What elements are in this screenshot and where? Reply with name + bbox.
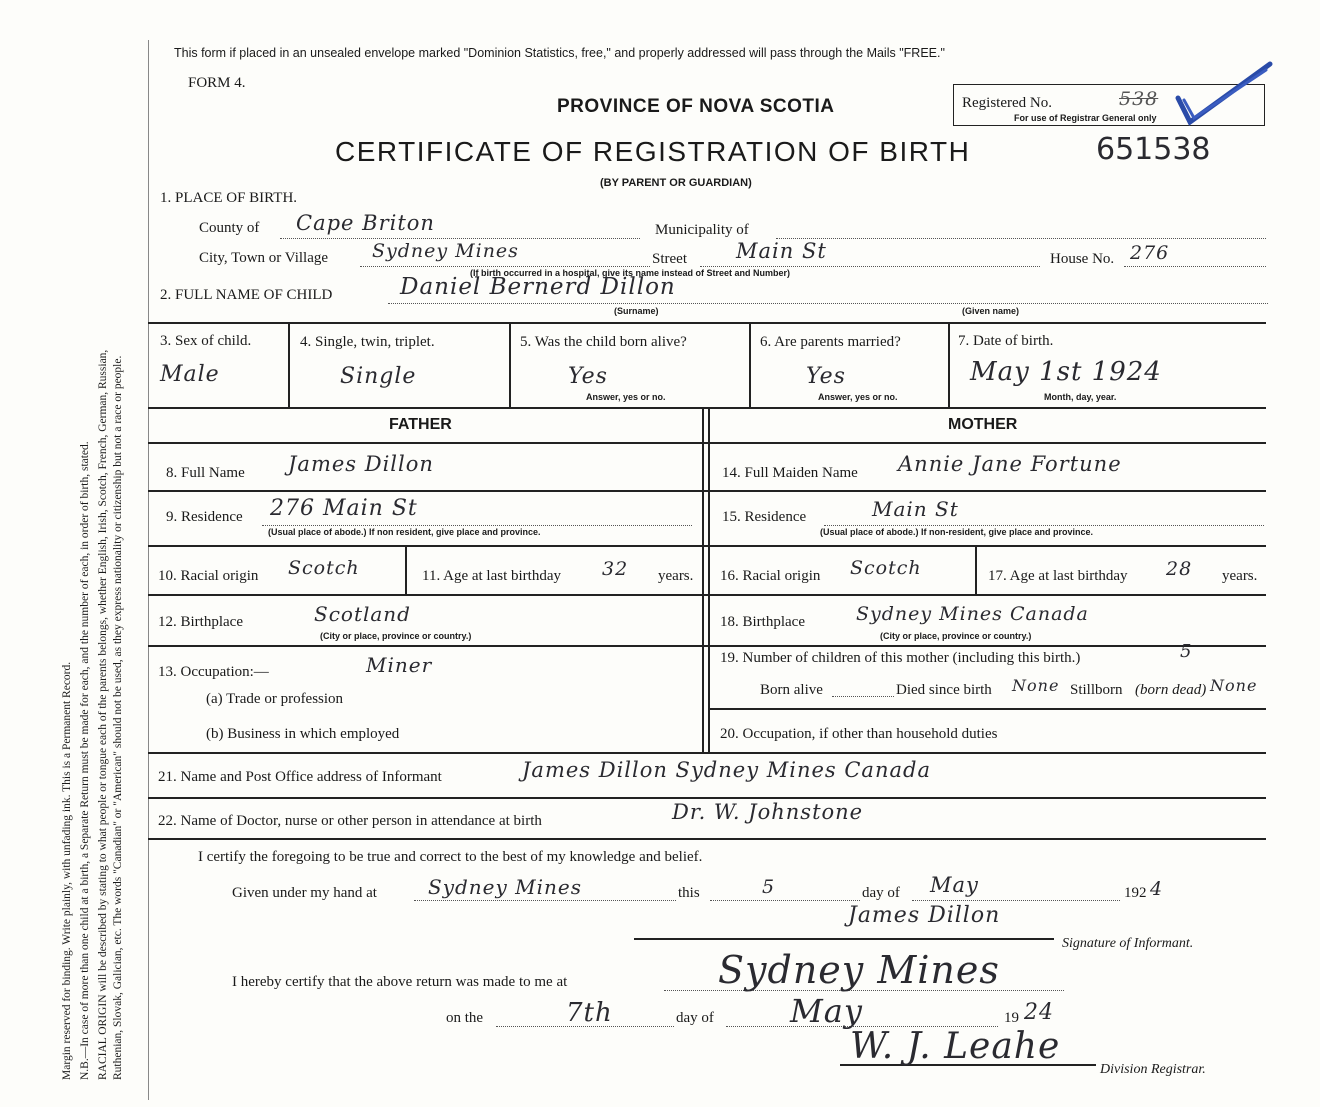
row-rule-9 (148, 545, 1266, 547)
informant-signature-label: Signature of Informant. (1062, 936, 1194, 951)
registrar-statement: I hereby certify that the above return was made to me at (232, 974, 568, 990)
given-place-value: Sydney Mines (428, 875, 583, 899)
row-rule-3 (148, 407, 1266, 409)
col-divider-4 (948, 322, 950, 407)
mother-children-label: 19. Number of children of this mother (including this birth.) (720, 650, 1081, 666)
registered-value: 538 (1119, 88, 1159, 110)
father-residence-value: 276 Main St (270, 496, 418, 521)
registrar-year-suffix: 24 (1024, 1000, 1054, 1025)
father-heading: FATHER (389, 416, 452, 433)
child-name-label: 2. FULL NAME OF CHILD (160, 287, 333, 303)
died-value: None (1012, 676, 1060, 695)
mother-name-value: Annie Jane Fortune (898, 452, 1122, 476)
col-divider-3 (749, 322, 751, 407)
year-prefix: 192 (1124, 885, 1147, 901)
margin-line-3: RACIAL ORIGIN will be described by stating to what people or tongue each of the parents belongs, whether English, Irish, Scotch, French, German, Russian, (97, 349, 109, 1080)
row-rule-end (148, 838, 1266, 840)
row-rule-12 (148, 645, 1266, 647)
father-residence-label: 9. Residence (166, 509, 243, 525)
day-value: 5 (762, 876, 776, 898)
mother-residence-value: Main St (872, 497, 959, 521)
given-name-note: (Given name) (962, 306, 1020, 316)
father-name-label: 8. Full Name (166, 465, 245, 481)
mother-name-label: 14. Full Maiden Name (722, 465, 858, 481)
mother-racial-label: 16. Racial origin (720, 568, 821, 584)
page-title: CERTIFICATE OF REGISTRATION OF BIRTH (335, 136, 971, 167)
row-rule-10 (148, 594, 1266, 596)
mother-heading: MOTHER (948, 416, 1018, 433)
father-birthplace-label: 12. Birthplace (158, 614, 243, 630)
city-label: City, Town or Village (199, 250, 329, 266)
row-rule-19 (708, 708, 1266, 710)
col-divider-2 (509, 322, 511, 407)
street-value: Main St (736, 239, 827, 263)
row-rule-22 (148, 797, 1266, 799)
margin-instructions (60, 350, 126, 1080)
mother-residence-label: 15. Residence (722, 509, 807, 525)
stillborn-label: Stillborn (1070, 682, 1123, 698)
header-notice: This form if placed in an unsealed envelope marked "Dominion Statistics, free," and properly addressed will pass through the Mails "FREE." (174, 46, 945, 60)
city-line (360, 266, 650, 267)
married-label: 6. Are parents married? (760, 334, 901, 350)
father-occupation-value: Miner (366, 653, 433, 677)
plurality-label: 4. Single, twin, triplet. (300, 334, 435, 350)
father-occupation-label: 13. Occupation:— (158, 664, 269, 680)
municipality-label: Municipality of (655, 222, 749, 238)
registered-note: For use of Registrar General only (1014, 113, 1157, 123)
margin-line-4: Ruthenian, Slovak, Galician, etc. The words "Canadian" or "American" should not be used, as they express nationality or citizenship but not a race or people. (112, 355, 124, 1080)
informant-signature: James Dillon (848, 903, 1001, 928)
father-racial-label: 10. Racial origin (158, 568, 259, 584)
month-value: May (930, 873, 979, 897)
informant-value: James Dillon Sydney Mines Canada (522, 758, 931, 782)
this-label: this (678, 885, 700, 901)
father-age-value: 32 (602, 558, 629, 580)
subtitle: (BY PARENT OR GUARDIAN) (600, 177, 752, 189)
mother-birthplace-label: 18. Birthplace (720, 614, 805, 630)
plurality-value: Single (340, 364, 417, 389)
married-value: Yes (806, 364, 846, 389)
dob-note: Month, day, year. (1044, 392, 1117, 402)
mother-residence-line (824, 525, 1264, 526)
surname-note: (Surname) (614, 306, 659, 316)
father-birthplace-value: Scotland (314, 602, 411, 626)
margin-rule (148, 40, 149, 1100)
county-line (280, 238, 640, 239)
certification-statement: I certify the foregoing to be true and correct to the best of my knowledge and belief. (198, 849, 703, 865)
sex-value: Male (160, 362, 220, 387)
house-label: House No. (1050, 251, 1115, 267)
father-residence-line (262, 525, 692, 526)
year-suffix: 4 (1150, 878, 1164, 900)
street-line (700, 266, 1040, 267)
doctor-value: Dr. W. Johnstone (672, 800, 864, 824)
mother-birthplace-note: (City or place, province or country.) (880, 631, 1032, 641)
registrar-signature: W. J. Leahe (850, 1026, 1061, 1067)
stamped-number: 651538 (1096, 132, 1211, 167)
day-of-label: day of (862, 885, 900, 901)
alive-note: Answer, yes or no. (586, 392, 666, 402)
margin-line-2: N.B.—In case of more than one child at a birth, a Separate Return must be made for each, and the number of each, in order of birth, stated. (79, 441, 91, 1080)
father-birthplace-note: (City or place, province or country.) (320, 631, 472, 641)
registrar-year-prefix: 19 (1004, 1010, 1019, 1026)
given-place-line (414, 900, 676, 901)
blue-check-mark (1170, 60, 1280, 130)
dob-value: May 1st 1924 (970, 357, 1162, 387)
father-racial-value: Scotch (288, 557, 360, 579)
mother-birthplace-value: Sydney Mines Canada (856, 603, 1089, 625)
informant-label: 21. Name and Post Office address of Informant (158, 769, 442, 785)
mother-age-unit: years. (1222, 568, 1258, 584)
married-note: Answer, yes or no. (818, 392, 898, 402)
alive-value: Yes (568, 364, 608, 389)
registered-label: Registered No. (962, 95, 1052, 111)
father-name-value: James Dillon (288, 452, 434, 476)
born-alive-line (832, 696, 894, 697)
table-top-rule (148, 322, 1266, 324)
heading-rule (148, 442, 1266, 444)
mother-age-label: 17. Age at last birthday (988, 568, 1128, 584)
registrar-day-of-label: day of (676, 1010, 714, 1026)
house-line (1124, 266, 1266, 267)
mother-occupation-label: 20. Occupation, if other than household duties (720, 726, 998, 742)
doctor-label: 22. Name of Doctor, nurse or other person in attendance at birth (158, 813, 542, 829)
registrar-label: Division Registrar. (1100, 1062, 1206, 1077)
father-age-label: 11. Age at last birthday (422, 568, 561, 584)
informant-signature-rule (634, 938, 1054, 940)
municipality-line (776, 238, 1266, 239)
center-divider-a (702, 407, 704, 752)
stillborn-note: (born dead) (1135, 682, 1207, 698)
registrar-month: May (790, 992, 863, 1030)
sex-label: 3. Sex of child. (160, 333, 252, 349)
child-name-line (388, 303, 1268, 304)
child-name-value: Daniel Bernerd Dillon (400, 274, 676, 300)
on-the-label: on the (446, 1010, 484, 1026)
father-trade-label: (a) Trade or profession (206, 691, 344, 707)
alive-label: 5. Was the child born alive? (520, 334, 687, 350)
day-line (710, 900, 860, 901)
given-label: Given under my hand at (232, 885, 377, 901)
stillborn-value: None (1210, 676, 1258, 695)
row-rule-8 (148, 490, 1266, 492)
dob-label: 7. Date of birth. (958, 333, 1054, 349)
county-label: County of (199, 220, 260, 236)
city-value: Sydney Mines (372, 240, 519, 262)
row-rule-21 (148, 752, 1266, 754)
registrar-day: 7th (566, 998, 613, 1028)
place-of-birth-heading: 1. PLACE OF BIRTH. (160, 190, 298, 206)
margin-line-1: Margin reserved for binding. Write plainly, with unfading ink. This is a Permanent Record. (61, 661, 73, 1080)
center-divider-b (708, 407, 710, 752)
hospital-note: (If birth occurred in a hospital, give its name instead of Street and Number) (470, 268, 791, 278)
mother-age-value: 28 (1166, 558, 1193, 580)
mother-residence-note: (Usual place of abode.) If non-resident, give place and province. (820, 527, 1094, 537)
province-heading: PROVINCE OF NOVA SCOTIA (557, 96, 835, 117)
mother-children-value: 5 (1180, 641, 1193, 662)
born-alive-label: Born alive (760, 682, 823, 698)
registrar-place: Sydney Mines (718, 948, 1000, 992)
form-number: FORM 4. (188, 75, 246, 91)
died-label: Died since birth (896, 682, 992, 698)
mother-age-divider (975, 545, 977, 594)
street-label: Street (652, 251, 687, 267)
mother-racial-value: Scotch (850, 557, 922, 579)
father-residence-note: (Usual place of abode.) If non resident, give place and province. (268, 527, 541, 537)
father-business-label: (b) Business in which employed (206, 726, 400, 742)
father-age-unit: years. (658, 568, 694, 584)
county-value: Cape Briton (296, 211, 435, 235)
father-age-divider (405, 545, 407, 594)
house-value: 276 (1130, 242, 1170, 264)
month-line (912, 900, 1120, 901)
col-divider-1 (288, 322, 290, 407)
